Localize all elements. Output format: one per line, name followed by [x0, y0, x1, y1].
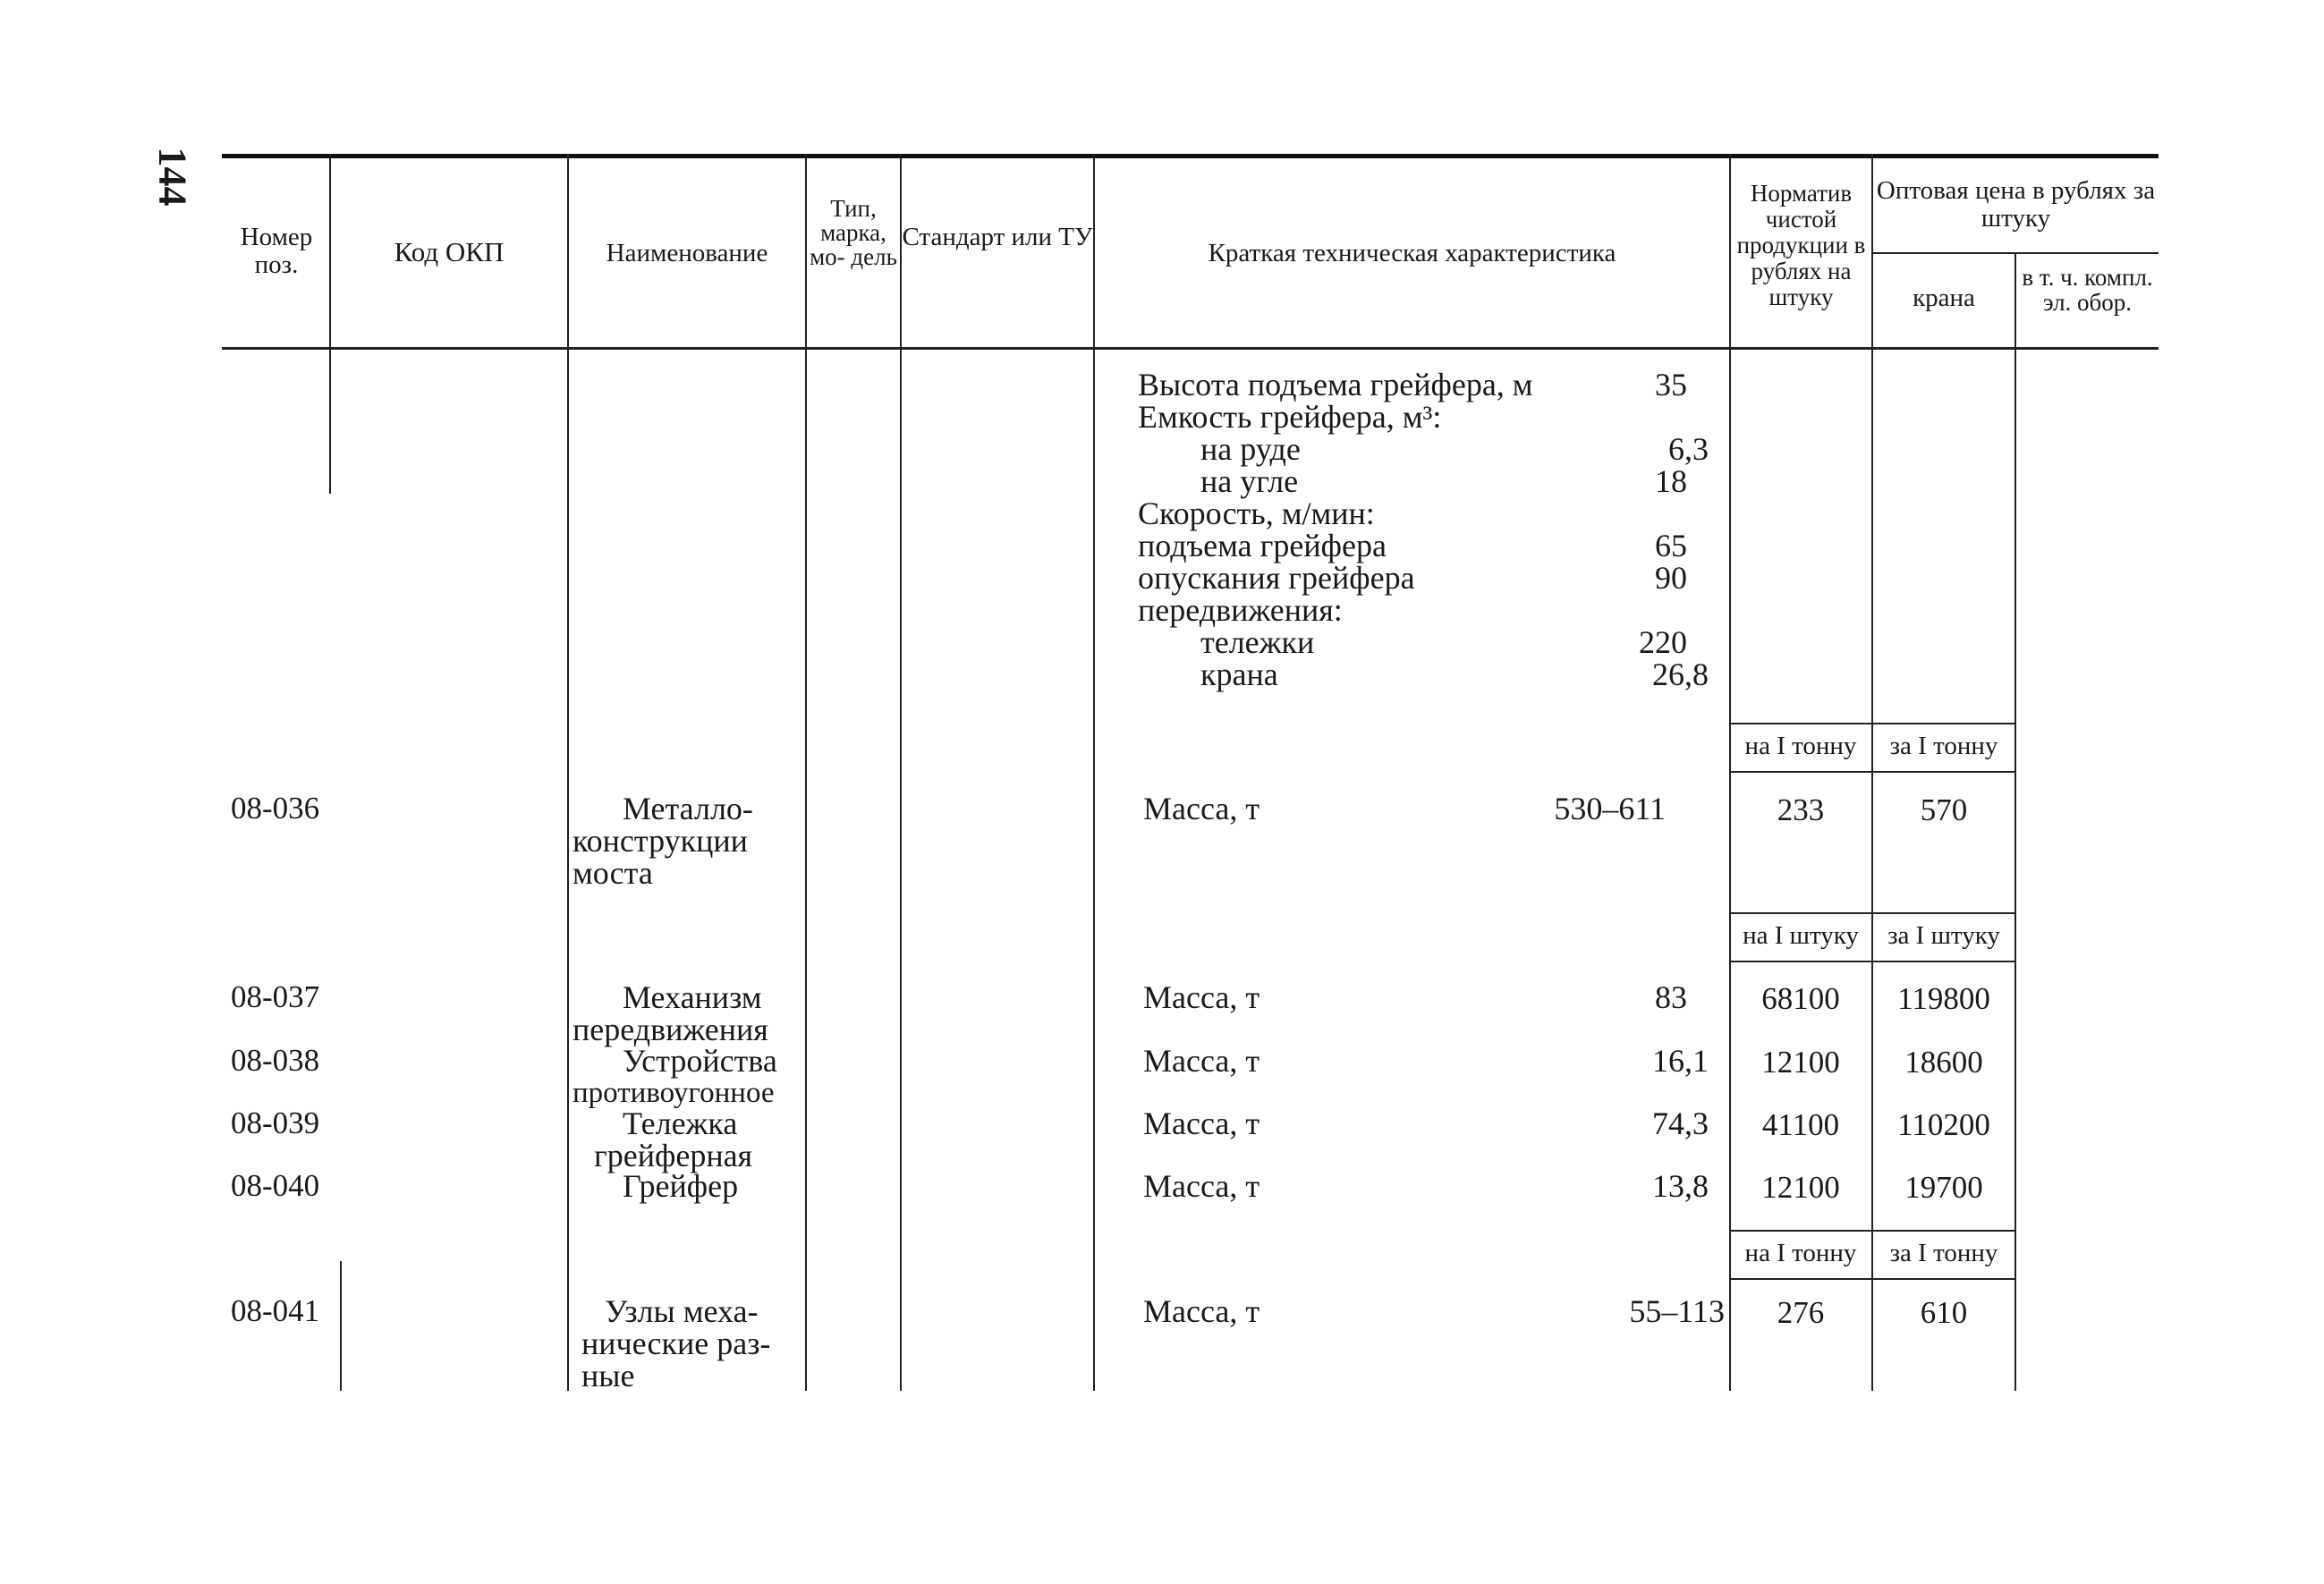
- header-bottom-rule: [222, 347, 2159, 350]
- row-pos: 08-036: [231, 791, 320, 826]
- row-name: [573, 1170, 803, 1202]
- spec-label: опускания грейфера: [1138, 560, 1415, 596]
- header-price-incl: в т. ч. компл. эл. обор.: [2022, 264, 2153, 316]
- page-number: 144: [150, 147, 195, 207]
- row-price: 119800: [1897, 981, 1990, 1016]
- spec-label: на руде: [1200, 431, 1301, 467]
- unit-price-1: за I тонну: [1889, 732, 1998, 760]
- unit-price-3: за I тонну: [1889, 1239, 1998, 1267]
- row-price: 110200: [1897, 1107, 1990, 1142]
- spec-label: крана: [1200, 656, 1278, 692]
- spec-value: 65: [1655, 528, 1687, 563]
- row-spec-value: 16,1: [1652, 1043, 1709, 1079]
- row-norm: 12100: [1761, 1170, 1840, 1205]
- row-pos: 08-041: [231, 1293, 320, 1328]
- spec-value: 220: [1639, 624, 1687, 660]
- row-name-line: Грейфер: [623, 1168, 739, 1204]
- col-divider-1b: [340, 1261, 342, 1391]
- spec-value: 35: [1655, 367, 1687, 402]
- header-okp: Код ОКП: [394, 236, 505, 267]
- top-rule: [222, 154, 2159, 158]
- row-name-line: Устройства: [623, 1043, 777, 1079]
- row-name-line: Механизм: [623, 979, 762, 1015]
- row-name-line: Металло-: [623, 791, 753, 826]
- col-divider-2: [567, 154, 569, 1391]
- unit-band-2-bottom: [1729, 961, 2014, 962]
- row-spec-value: 55–113: [1629, 1293, 1725, 1329]
- row-spec-value: 83: [1655, 979, 1687, 1015]
- header-spec: Краткая техническая характеристика: [1208, 239, 1616, 267]
- row-norm: 68100: [1761, 981, 1840, 1016]
- header-price-crane: крана: [1913, 284, 1975, 312]
- unit-band-3-top: [1729, 1230, 2014, 1232]
- row-price: 19700: [1904, 1170, 1983, 1205]
- row-spec-value: 74,3: [1652, 1105, 1709, 1141]
- spec-label: Высота подъема грейфера, м: [1138, 367, 1533, 402]
- row-name: [581, 1295, 805, 1392]
- row-norm: 233: [1777, 792, 1825, 827]
- row-spec-label: Масса, т: [1143, 979, 1260, 1015]
- spec-value: 18: [1655, 463, 1687, 499]
- row-pos: 08-039: [231, 1105, 320, 1140]
- header-norm: Норматив чистой продукции в рублях на штуку: [1736, 180, 1866, 310]
- unit-norm-2: на I штуку: [1743, 921, 1859, 950]
- row-spec-label: Масса, т: [1143, 1105, 1260, 1141]
- row-norm: 276: [1777, 1295, 1825, 1330]
- row-spec-label: Масса, т: [1143, 1043, 1260, 1079]
- unit-price-2: за I штуку: [1887, 921, 2000, 950]
- col-divider-1: [329, 154, 331, 494]
- header-name: Наименование: [606, 239, 768, 267]
- row-pos: 08-038: [231, 1043, 320, 1078]
- row-name-line: ные: [581, 1358, 635, 1393]
- spec-value: 90: [1655, 560, 1687, 596]
- header-pos: Номер поз.: [240, 223, 313, 279]
- unit-band-2-top: [1729, 912, 2014, 914]
- row-spec-value: 530–611: [1554, 791, 1666, 826]
- spec-value: 26,8: [1652, 656, 1709, 692]
- row-name-line: противоугонное: [573, 1077, 775, 1109]
- col-divider-3: [805, 154, 807, 1391]
- header-standard: Стандарт или ТУ: [902, 223, 1093, 251]
- row-norm: 41100: [1761, 1107, 1840, 1142]
- spec-label: передвижения:: [1138, 592, 1343, 628]
- unit-band-1-bottom: [1729, 771, 2014, 773]
- unit-norm-1: на I тонну: [1744, 732, 1857, 760]
- row-spec-label: Масса, т: [1143, 1168, 1260, 1204]
- row-spec-value: 13,8: [1652, 1168, 1709, 1204]
- row-spec-label: Масса, т: [1143, 791, 1260, 826]
- row-pos: 08-040: [231, 1168, 320, 1203]
- spec-label: тележки: [1200, 624, 1315, 660]
- unit-band-3-bottom: [1729, 1278, 2014, 1280]
- row-name-line: конструкции: [573, 823, 748, 859]
- row-name: [573, 1107, 803, 1172]
- row-name-line: передвижения: [573, 1012, 768, 1047]
- row-name-line: нические раз-: [581, 1326, 771, 1361]
- header-price-group: Оптовая цена в рублях за штуку: [1876, 176, 2156, 233]
- header-type: Тип, марка, мо- дель: [810, 195, 897, 270]
- col-divider-5: [1093, 154, 1095, 1391]
- row-name-line: грейферная: [594, 1138, 753, 1173]
- row-name-line: Узлы меха-: [605, 1293, 759, 1329]
- spec-label: на угле: [1200, 463, 1299, 499]
- col-divider-8: [2014, 252, 2016, 1391]
- unit-band-1-top: [1729, 723, 2014, 724]
- row-name-line: Тележка: [623, 1105, 738, 1141]
- row-pos: 08-037: [231, 979, 320, 1014]
- row-price: 18600: [1904, 1045, 1983, 1080]
- row-price: 570: [1920, 792, 1968, 827]
- col-divider-4: [900, 154, 902, 1391]
- row-norm: 12100: [1761, 1045, 1840, 1080]
- row-price: 610: [1920, 1295, 1968, 1330]
- row-name-line: моста: [573, 855, 653, 891]
- spec-label: Скорость, м/мин:: [1138, 496, 1375, 531]
- row-name: [573, 981, 803, 1046]
- spec-value: 6,3: [1668, 431, 1709, 467]
- unit-norm-3: на I тонну: [1744, 1239, 1857, 1267]
- row-name: [573, 1045, 814, 1109]
- row-name: [573, 792, 803, 889]
- row-spec-label: Масса, т: [1143, 1293, 1260, 1329]
- spec-label: подъема грейфера: [1138, 528, 1387, 563]
- spec-label: Емкость грейфера, м³:: [1138, 399, 1442, 435]
